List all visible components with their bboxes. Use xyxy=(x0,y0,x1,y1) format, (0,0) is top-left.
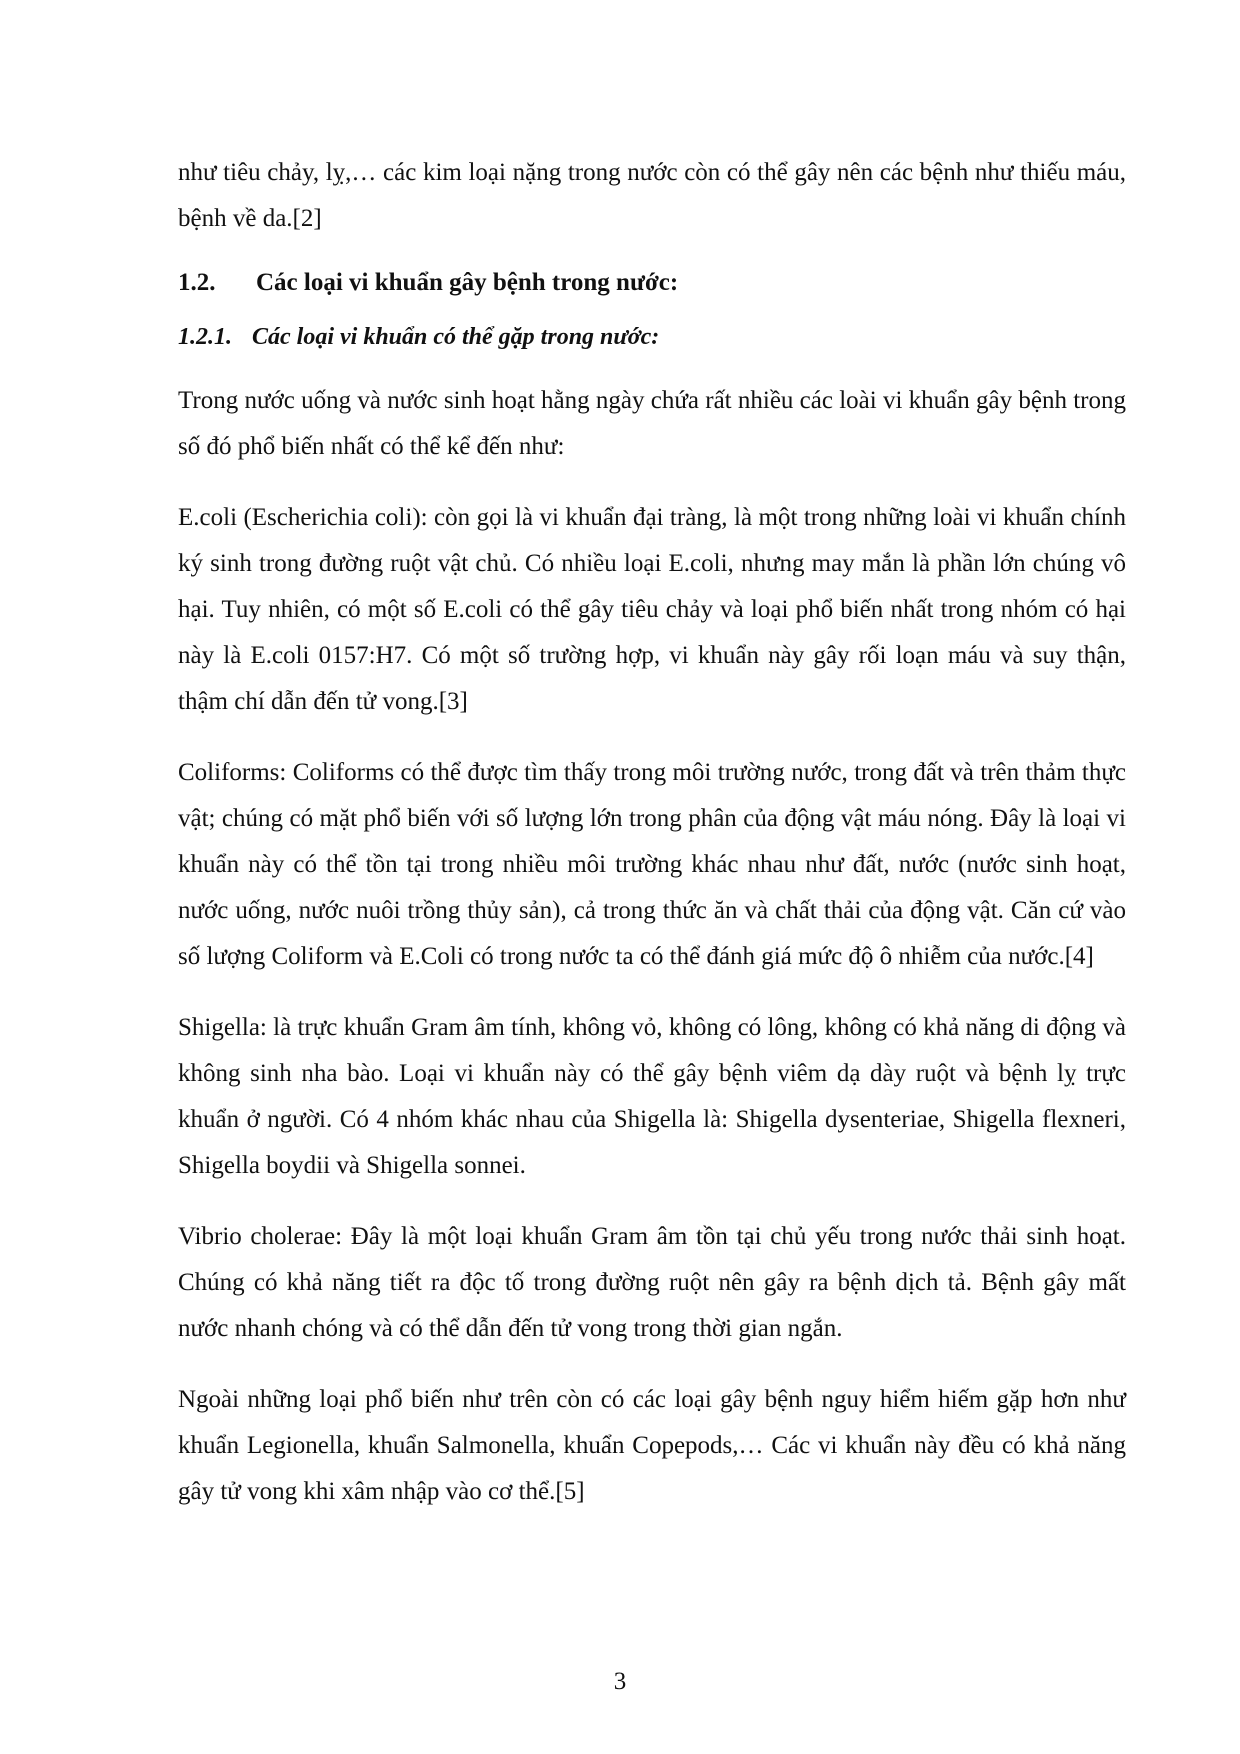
subsection-title: Các loại vi khuẩn có thể gặp trong nước: xyxy=(252,324,660,350)
paragraph-others: Ngoài những loại phổ biến như trên còn có các loại gây bệnh nguy hiểm hiếm gặp hơn như khuẩn Legionella, khuẩn Salmonella, khuẩn Copepods,… Các vi khuẩn này đều có khả năng gây tử vong khi xâm nhập vào cơ thể.[5] xyxy=(178,1386,1126,1505)
paragraph-continuation: như tiêu chảy, lỵ,… các kim loại nặng trong nước còn có thể gây nên các bệnh như thiếu máu, bệnh về da.[2] xyxy=(178,159,1126,232)
paragraph-ecoli: E.coli (Escherichia coli): còn gọi là vi khuẩn đại tràng, là một trong những loài vi khuẩn chính ký sinh trong đường ruột vật chủ. Có nhiều loại E.coli, nhưng may mắn là phần lớn chúng vô hại. Tuy nhiên, có một số E.coli có thể gây tiêu chảy và loại phổ biến nhất trong nhóm có hại này là E.coli 0157:H7. Có một số trường hợp, vi khuẩn này gây rối loạn máu và suy thận, thậm chí dẫn đến tử vong.[3] xyxy=(178,504,1126,715)
document-page xyxy=(178,150,1126,1540)
paragraph-vibrio: Vibrio cholerae: Đây là một loại khuẩn Gram âm tồn tại chủ yếu trong nước thải sinh hoạt. Chúng có khả năng tiết ra độc tố trong đường ruột nên gây ra bệnh dịch tả. Bệnh gây mất nước nhanh chóng và có thể dẫn đến tử vong trong thời gian ngắn. xyxy=(178,1223,1126,1342)
page-number: 3 xyxy=(613,1668,627,1695)
paragraph-shigella: Shigella: là trực khuẩn Gram âm tính, không vỏ, không có lông, không có khả năng di động và không sinh nha bào. Loại vi khuẩn này có thể gây bệnh viêm dạ dày ruột và bệnh lỵ trực khuẩn ở người. Có 4 nhóm khác nhau của Shigella là: Shigella dysenteriae, Shigella flexneri, Shigella boydii và Shigella sonnei. xyxy=(178,1014,1126,1179)
section-title: Các loại vi khuẩn gây bệnh trong nước: xyxy=(256,269,679,296)
subsection-heading xyxy=(178,314,1126,360)
paragraph-intro: Trong nước uống và nước sinh hoạt hằng ngày chứa rất nhiều các loài vi khuẩn gây bệnh trong số đó phổ biến nhất có thể kể đến như: xyxy=(178,387,1126,460)
section-number: 1.2. xyxy=(178,269,216,296)
section-heading xyxy=(178,260,1126,306)
paragraph-coliforms: Coliforms: Coliforms có thể được tìm thấy trong môi trường nước, trong đất và trên thảm thực vật; chúng có mặt phổ biến với số lượng lớn trong phân của động vật máu nóng. Đây là loại vi khuẩn này có thể tồn tại trong nhiều môi trường khác nhau như đất, nước (nước sinh hoạt, nước uống, nước nuôi trồng thủy sản), cả trong thức ăn và chất thải của động vật. Căn cứ vào số lượng Coliform và E.Coli có trong nước ta có thể đánh giá mức độ ô nhiễm của nước.[4] xyxy=(178,759,1126,970)
subsection-number: 1.2.1. xyxy=(178,324,232,350)
